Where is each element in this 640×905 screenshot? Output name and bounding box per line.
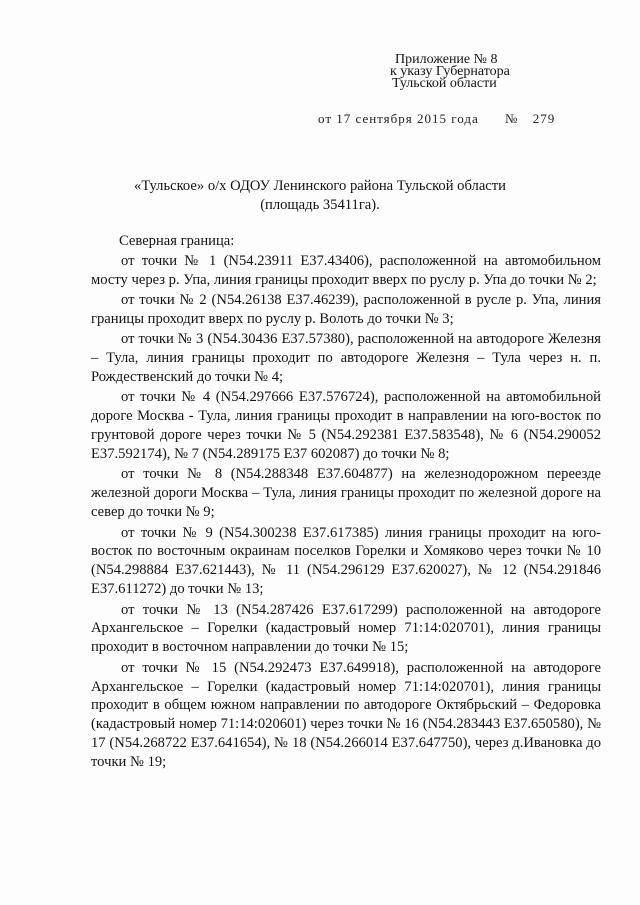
paragraph: от точки № 3 (N54.30436 E37.57380), расположенной на автодороге Железня – Тула, линия границы проходит по автодороге Железня – Тула через н. п. Рождественский до точки № 4; bbox=[91, 331, 601, 386]
document-title bbox=[90, 177, 550, 215]
paragraph: от точки № 9 (N54.300238 E37.617385) линия границы проходит на юго-восток по восточным окраинам поселков Горелки и Хомяково через точки № 10 (N54.298884 E37.621443), № 11 (N54.296129 E37.620027), № 12 (N54.291846 E37.611272) до точки № 13; bbox=[91, 524, 601, 598]
document-body bbox=[91, 232, 601, 774]
title-line-1: «Тульское» о/х ОДОУ Ленинского района Тульской области bbox=[134, 178, 506, 194]
decree-date: 17 сентября 2015 года bbox=[336, 111, 479, 126]
decree-date-line bbox=[318, 111, 555, 127]
section-heading: Северная граница: bbox=[119, 233, 235, 249]
paragraph: от точки № 8 (N54.288348 E37.604877) на железнодорожном переезде железной дороги Москва – Тула, линия границы проходит по железной дороге на север до точки № 9; bbox=[91, 466, 601, 521]
decree-prefix: от bbox=[318, 111, 333, 126]
paragraph: от точки № 13 (N54.287426 E37.617299) расположенной на автодороге Архангельское – Горелки (кадастровый номер 71:14:020701), линия границы проходит в восточном направлении до точки № 15; bbox=[91, 601, 601, 656]
paragraph: от точки № 1 (N54.23911 E37.43406), расположенной на автомобильном мосту через р. Упа, линия границы проходит вверх по руслу р. Упа до точки № 2; bbox=[91, 252, 601, 288]
paragraph: от точки № 2 (N54.26138 E37.46239), расположенной в русле р. Упа, линия границы проходит вверх по руслу р. Волоть до точки № 3; bbox=[91, 292, 601, 328]
decree-number-label: № bbox=[505, 111, 519, 126]
appendix-header bbox=[390, 52, 595, 91]
appendix-region: Тульской области bbox=[392, 76, 497, 91]
appendix-decree-ref: к указу Губернатора bbox=[390, 64, 510, 79]
paragraph: от точки № 4 (N54.297666 E37.576724), расположенной на автомобильной дороге Москва - Тула, линия границы проходит в направлении на юго-восток по грунтовой дороге через точки № 5 (N54.292381 E37.583548), № 6 (N54.290052 E37.592174), № 7 (N54.289175 E37 602087) до точки № 8; bbox=[91, 389, 601, 463]
appendix-title: Приложение № 8 bbox=[395, 52, 498, 67]
decree-number: 279 bbox=[532, 111, 556, 126]
title-line-2: (площадь 35411га). bbox=[260, 197, 380, 213]
paragraph: от точки № 15 (N54.292473 E37.649918), расположенной на автодороге Архангельское – Горелки (кадастровый номер 71:14:020701), линия границы проходит в общем южном направлении по автодороге Октябрьский – Федоровка (кадастровый номер 71:14:020601) через точки № 16 (N54.283443 E37.650580), № 17 (N54.268722 E37.641654), № 18 (N54.266014 E37.647750), через д.Ивановка до точки № 19; bbox=[91, 659, 601, 771]
